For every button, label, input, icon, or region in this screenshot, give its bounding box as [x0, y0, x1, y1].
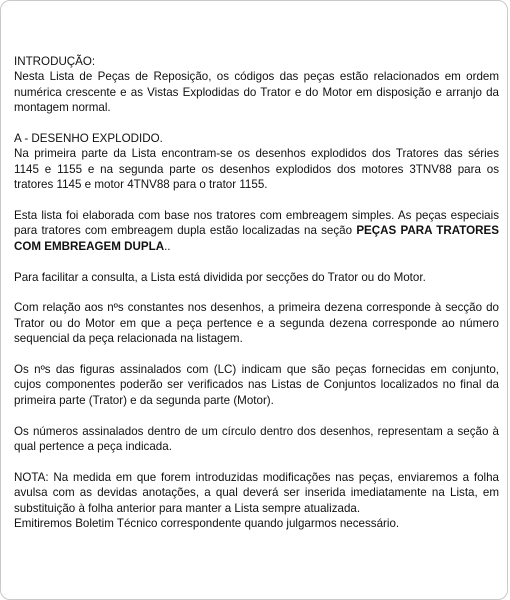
clutch-section-name: PEÇAS PARA TRATORES COM EMBREAGEM DUPLA: [14, 224, 499, 253]
nota-block: [14, 470, 499, 532]
sections-paragraph: Para facilitar a consulta, a Lista está dividida por secções do Trator ou do Motor.: [14, 270, 426, 284]
lc-paragraph: Os nºs das figuras assinalados com (LC) indicam que são peças fornecidas em conjunto, cujos componentes poderão ser verificados nas Listas de Conjuntos localizados no final da primeira parte (Trator) e da segunda parte (Motor).: [14, 363, 499, 407]
clutch-text: Esta lista foi elaborada com base nos tratores com embreagem simples. As peças especiais para tratores com embreagem dupla estão localizadas na seção: [14, 209, 499, 238]
intro-block: [14, 54, 499, 116]
section-a-text: Na primeira parte da Lista encontram-se os desenhos explodidos dos Tratores das séries 1145 e 1155 e na segunda parte os desenhos explodidos dos motores 3TNV88 para os tratores 1145 e motor 4TNV88 para o trator 1155.: [14, 147, 499, 192]
circle-paragraph: Os números assinalados dentro de um círculo dentro dos desenhos, representam a seção à qual pertence a peça indicada.: [14, 424, 499, 454]
intro-text: Nesta Lista de Peças de Reposição, os códigos das peças estão relacionados em ordem numérica crescente e as Vistas Explodidas do Trator e do Motor em disposição e arranjo da montagem normal.: [14, 70, 499, 115]
document-body: [14, 54, 499, 531]
numbers-paragraph: Com relação aos nºs constantes nos desenhos, a primeira dezena corresponde à secção do Trator ou do Motor em que a peça pertence e a segunda dezena corresponde ao número sequencial da peça relacionada na listagem.: [14, 301, 499, 346]
intro-heading: INTRODUÇÃO:: [14, 55, 96, 68]
nota-closing: Emitiremos Boletim Técnico correspondente quando julgarmos necessário.: [14, 517, 400, 531]
clutch-paragraph: [14, 208, 499, 254]
section-a-heading: A - DESENHO EXPLODIDO.: [14, 132, 163, 146]
nota-text: NOTA: Na medida em que forem introduzidas modificações nas peças, enviaremos a folha avulsa com as devidas anotações, a qual deverá ser inserida imediatamente na Lista, em substituição à folha anterior para manter a Lista sempre atualizada.: [14, 470, 499, 515]
section-a-block: [14, 131, 499, 193]
clutch-text-end: ..: [164, 239, 171, 253]
